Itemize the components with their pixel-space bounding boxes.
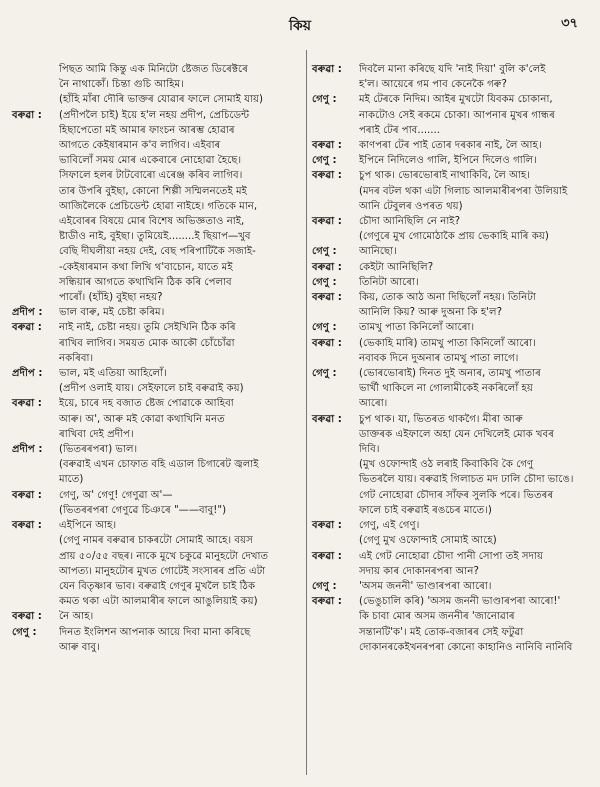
dialogue-line — [12, 62, 306, 77]
speaker-label: গেণু : — [312, 155, 337, 167]
dialogue-line — [12, 579, 306, 594]
dialogue-line — [312, 625, 592, 640]
dialogue-line — [12, 351, 306, 366]
right-column — [312, 62, 592, 655]
dialogue-line — [12, 214, 306, 229]
dialogue-text: (ভেকাহি মাৰি) তামখু পাতা কিনিলোঁ আৰো। — [359, 337, 536, 349]
speaker-label: বৰুৱা : — [12, 611, 42, 623]
dialogue-line — [312, 564, 592, 579]
dialogue-text: ভিতৰলৈ যায়। বৰুৱাই গিলাচত মদ ঢালি চৌদা ভাঙে। — [359, 474, 574, 486]
dialogue-text: দিবি। — [359, 444, 380, 456]
speaker-label: বৰুৱা : — [312, 520, 342, 532]
dialogue-text: সদায় কাৰ দোকানৰপৰা আন? — [359, 565, 479, 577]
dialogue-line — [312, 275, 592, 290]
dialogue-line — [12, 427, 306, 442]
dialogue-line — [312, 412, 592, 427]
speaker-label — [12, 351, 59, 366]
dialogue-text: (বৰুৱাই এখন চোফাত বহি এডাল চিগাৰেট জ্বলাই — [59, 459, 259, 471]
dialogue-text: নবাবক দিনে দুঅনাৰ তামখু পাতা লাগে। — [359, 352, 519, 364]
dialogue-text: গেণু, এই গেণু। — [359, 520, 420, 532]
dialogue-text: (মুখ ওফোন্দাই ওঠ লৰাই কিবাকিবি কৈ গেণু — [359, 459, 534, 471]
dialogue-text: (গেণু মুখ ওফোন্দাই সোমাই আহে) — [359, 535, 497, 547]
column-divider — [306, 50, 307, 775]
speaker-label — [312, 625, 359, 640]
dialogue-line — [312, 199, 592, 214]
speaker-label: প্ৰদীপ : — [12, 307, 43, 319]
speaker-label: গেণু : — [312, 276, 337, 288]
dialogue-text: হ'ল। আয়েৰে গম পাব কেনেকৈ গৰু? — [359, 79, 507, 91]
dialogue-line — [12, 229, 306, 244]
speaker-label: বৰুৱা : — [312, 216, 342, 228]
speaker-label — [312, 640, 359, 655]
dialogue-line — [312, 579, 592, 594]
speaker-label: বৰুৱা : — [12, 489, 42, 501]
speaker-label — [12, 290, 59, 305]
dialogue-line — [312, 336, 592, 351]
page-number: ৩৭ — [561, 16, 578, 31]
dialogue-text: দোকানৰকেইখনৰপৰা কোনো কাহানিও নানিবি নানিবি — [359, 641, 573, 653]
dialogue-text: নৈ নাথাকোঁ। চিন্তা গুচি আহিম। — [59, 79, 184, 91]
speaker-label — [12, 199, 59, 214]
dialogue-text: তাৰ উপৰি বুইছা, কোনো শিল্পী সম্মিলনতেই মই — [59, 185, 247, 197]
dialogue-text: সিফালে হলৰ টাটবোৰো এৰেঞ্জ কৰিব লাগিব। — [59, 170, 243, 182]
speaker-label: বৰুৱা : — [312, 261, 342, 273]
speaker-label: বৰুৱা : — [312, 550, 342, 562]
speaker-label — [12, 457, 59, 472]
speaker-label: বৰুৱা : — [12, 109, 42, 121]
dialogue-text: (গেণুৰে মুখ গোমোঠাকৈ প্ৰায় ভেকাহি মাৰি কয়) — [359, 231, 549, 243]
dialogue-line — [12, 320, 306, 335]
dialogue-text: নকৰিবা। — [59, 352, 94, 364]
dialogue-text: সন্তানটি'ক'। মই তোক-বজাৰৰ সেই ফটুৱা — [359, 626, 524, 638]
dialogue-text: আনি টেবুলৰ ওপৰত থয়) — [359, 200, 463, 212]
speaker-label — [312, 123, 359, 138]
dialogue-line — [12, 503, 306, 518]
speaker-label — [12, 138, 59, 153]
speaker-label — [312, 108, 359, 123]
dialogue-line — [312, 229, 592, 244]
speaker-label — [12, 153, 59, 168]
dialogue-text: আজিলৈকে প্ৰেচিডেন্ট হোৱা নাইহে। গতিকে মান, — [59, 200, 258, 212]
dialogue-line — [312, 518, 592, 533]
dialogue-text: মই টেৰকে নিদিম। আইৰ মুখটো যিবকম চোকানা, — [359, 94, 553, 106]
dialogue-line — [12, 396, 306, 411]
speaker-label — [12, 336, 59, 351]
dialogue-line — [12, 442, 306, 457]
dialogue-line — [312, 533, 592, 548]
speaker-label — [312, 533, 359, 548]
speaker-label: বৰুৱা : — [312, 64, 342, 75]
dialogue-text: ইপিনে নিদিলেও গালি, ইপিনে দিলেও গালি। — [359, 155, 537, 167]
dialogue-line — [12, 184, 306, 199]
dialogue-line — [12, 305, 306, 320]
speaker-label — [312, 199, 359, 214]
dialogue-text: ইয়ে, চাৰে দহ বজাত ষ্টেজ পোৱাকে আহিবা — [59, 398, 234, 410]
dialogue-text: কি চাবা মোৰ অসম জননীৰ 'জানোৱাৰ — [359, 611, 515, 623]
dialogue-text: আপত্য। মানুহটোৰ মুখত গোটেই সংসাৰৰ প্ৰতি এটা — [59, 565, 266, 577]
dialogue-line — [12, 457, 306, 472]
dialogue-line — [312, 138, 592, 153]
speaker-label — [312, 564, 359, 579]
dialogue-text: গেণু, অ' গেণু! গেণুৱা অ'— — [59, 489, 173, 501]
dialogue-text: (ভিতৰৰপৰা) ভাল। — [59, 444, 138, 456]
dialogue-text: ভাল, মই এতিয়া আহিলোঁ। — [59, 368, 167, 380]
dialogue-line — [312, 77, 592, 92]
dialogue-line — [312, 457, 592, 472]
dialogue-text: পিছত আমি কিন্তু এক মিনিটো ষ্টেজত ডিৰেক্টৰে — [59, 64, 248, 75]
dialogue-line — [12, 260, 306, 275]
dialogue-text: তিনিটা আৰো। — [359, 276, 419, 288]
dialogue-text: নাই নাই, চেষ্টা নহয়। তুমি সেইখিনি ঠিক কৰি — [59, 322, 236, 334]
speaker-label — [12, 260, 59, 275]
dialogue-text: 'অসম জননী' ভাণ্ডাৰপৰা আৰো। — [359, 580, 492, 592]
speaker-label — [312, 229, 359, 244]
dialogue-text: (গেণু নামৰ বৰুৱাৰ চাকৰটো সোমাই আহে। বয়স — [59, 535, 253, 547]
dialogue-text: ভাল বাৰু, মই চেষ্টা কৰিম। — [59, 307, 165, 319]
speaker-label — [12, 427, 59, 442]
speaker-label — [312, 457, 359, 472]
dialogue-text: ৰাখিব লাগিব। সময়ত মোক আকৌ চোঁচোঁৱা — [59, 337, 235, 349]
dialogue-line — [312, 92, 592, 107]
speaker-label — [12, 594, 59, 609]
dialogue-line — [12, 381, 306, 396]
dialogue-text: (প্ৰদীপ ওলাই যায়। সেইফালে চাই বৰুৱাই কয়) — [59, 383, 244, 395]
dialogue-text: কমত থকা এটা আলমাৰীৰ ফালে আঙুলিয়াই কয়) — [59, 596, 258, 608]
speaker-label — [312, 442, 359, 457]
speaker-label: গেণু : — [312, 94, 337, 106]
dialogue-line — [312, 503, 592, 518]
dialogue-line — [12, 549, 306, 564]
left-column — [12, 62, 306, 655]
speaker-label: বৰুৱা : — [312, 170, 342, 182]
dialogue-line — [312, 244, 592, 259]
dialogue-line — [312, 549, 592, 564]
dialogue-text: আগতে কেইষাৰমান ক'ব লাগিব। এইবাৰ — [59, 140, 221, 152]
speaker-label — [12, 564, 59, 579]
dialogue-line — [312, 153, 592, 168]
dialogue-text: পৰাই টেৰ পাব....... — [359, 124, 441, 136]
dialogue-text: আৰু বাবু। — [59, 641, 100, 653]
speaker-label — [312, 472, 359, 487]
dialogue-line — [312, 184, 592, 199]
dialogue-line — [12, 564, 306, 579]
dialogue-text: দিনত ইংলিশন আপনাক আয়ে দিবা মানা কৰিছে — [59, 626, 251, 638]
dialogue-text: প্ৰায় ৫০/৫৫ বছৰ। নাকে মুখে চকুৱে মানুহটো দেখাত — [59, 550, 269, 562]
dialogue-line — [12, 640, 306, 655]
dialogue-text: কিয়, তোক আঠ অনা দিছিলোঁ নহয়। তিনিটা — [359, 292, 536, 304]
dialogue-line — [312, 351, 592, 366]
speaker-label — [12, 168, 59, 183]
dialogue-text: ভাবিলোঁ সময় মোৰ একেবাৰে নোহোৱা হৈছে। — [59, 155, 242, 167]
speaker-label — [12, 229, 59, 244]
speaker-label — [312, 503, 359, 518]
speaker-label — [12, 184, 59, 199]
dialogue-line — [312, 472, 592, 487]
dialogue-line — [312, 640, 592, 655]
dialogue-line — [12, 138, 306, 153]
dialogue-text: তামখু পাতা কিনিলোঁ আৰো। — [359, 322, 475, 334]
speaker-label — [12, 244, 59, 259]
speaker-label: বৰুৱা : — [312, 292, 342, 304]
dialogue-line — [312, 609, 592, 624]
speaker-label — [12, 275, 59, 290]
dialogue-text: ৰাখিবা দেই প্ৰদীপ। — [59, 428, 134, 440]
dialogue-line — [12, 609, 306, 624]
speaker-label: বৰুৱা : — [312, 413, 342, 425]
dialogue-line — [12, 153, 306, 168]
dialogue-text: (মদৰ বটল থকা এটা গিলাচ আলমাৰীৰপৰা উলিয়াই — [359, 185, 568, 197]
dialogue-text: ফালে চাই বৰুৱাই ৰঙচেৰ মাতে।) — [359, 504, 492, 516]
speaker-label — [12, 549, 59, 564]
dialogue-text: সন্ধিয়াৰ আগতে কথাখিনি ঠিক কৰি পেলাব — [59, 276, 232, 288]
speaker-label — [12, 381, 59, 396]
speaker-label: বৰুৱা : — [12, 322, 42, 334]
dialogue-line — [312, 381, 592, 396]
dialogue-line — [12, 336, 306, 351]
dialogue-line — [12, 92, 306, 107]
dialogue-text: নৈ আহ। — [59, 611, 94, 623]
dialogue-text: নাকটোও সেই ৰকমে চোকা। আপনাৰ মুখৰ গান্ধৰ — [359, 109, 555, 121]
speaker-label: বৰুৱা : — [12, 398, 42, 410]
dialogue-line — [312, 320, 592, 335]
dialogue-text: আনিলি কিয়? আৰু দুঅনা কি হ'ল? — [359, 307, 502, 319]
dialogue-line — [312, 290, 592, 305]
speaker-label — [312, 488, 359, 503]
dialogue-line — [312, 123, 592, 138]
dialogue-line — [12, 533, 306, 548]
dialogue-line — [12, 244, 306, 259]
speaker-label — [12, 503, 59, 518]
dialogue-text: ভাৰ্খী থাকিলে না গোলামীকেই নকৰিলোঁ হয় — [359, 383, 533, 395]
page-title: কিয় — [288, 18, 312, 34]
dialogue-line — [12, 123, 306, 138]
dialogue-line — [12, 488, 306, 503]
dialogue-line — [12, 472, 306, 487]
speaker-label: গেণু : — [312, 368, 337, 380]
dialogue-text: এই গেট নোহোৱা চৌদা পানী সোপা তই সদায় — [359, 550, 543, 562]
speaker-label: গেণু : — [312, 246, 337, 258]
dialogue-line — [312, 260, 592, 275]
dialogue-line — [12, 518, 306, 533]
dialogue-line — [12, 412, 306, 427]
dialogue-line — [12, 594, 306, 609]
dialogue-line — [12, 625, 306, 640]
dialogue-line — [12, 108, 306, 123]
dialogue-text: ডাক্তৰক এইফালে অহা যেন দেখিলেই মোক খবৰ — [359, 428, 555, 440]
speaker-label: গেণু : — [312, 580, 337, 592]
speaker-label: গেণু : — [12, 626, 37, 638]
dialogue-text: (হাঁহি মাঁৰা দৌৰি ভাক্তৰ যোৱাৰ ফালে সোমাই যায়) — [59, 94, 263, 106]
speaker-label: গেণু : — [312, 322, 337, 334]
dialogue-text: চুপ থাক। যা, ভিতৰত থাকগৈ। মীৰা আৰু — [359, 413, 523, 425]
dialogue-line — [312, 594, 592, 609]
dialogue-text: -কেইষাৰমান কথা লিখি থ'বাচোন, যাতে মই — [59, 261, 233, 273]
dialogue-text: (প্ৰদীপলৈ চাই) ইয়ে হ'ল নহয় প্ৰদীপ, প্ৰেচিডেন্ট — [59, 109, 250, 121]
dialogue-text: গেট নোহোৱা চৌদাৰ সাঁফৰ সুলকি পৰে। ভিতৰৰ — [359, 489, 554, 501]
dialogue-line — [12, 168, 306, 183]
speaker-label — [12, 472, 59, 487]
speaker-label — [12, 579, 59, 594]
dialogue-text: আৰো। — [359, 398, 388, 410]
speaker-label — [12, 123, 59, 138]
speaker-label — [312, 609, 359, 624]
speaker-label — [312, 305, 359, 320]
dialogue-text: পাৰোঁ। (হাঁহি) বুইছা নহয়? — [59, 292, 163, 304]
dialogue-line — [312, 168, 592, 183]
dialogue-text: যেন বিতৃষ্ণাৰ ভাব। বৰুৱাই গেণুৰ মুখলৈ চাই ঠিক — [59, 580, 256, 592]
speaker-label: বৰুৱা : — [312, 337, 342, 349]
dialogue-line — [312, 442, 592, 457]
speaker-label — [312, 427, 359, 442]
dialogue-line — [312, 305, 592, 320]
dialogue-text: হিছাপেতো মই আমাৰ ফাংচন আৰম্ভ হোৱাৰ — [59, 124, 235, 136]
speaker-label — [12, 77, 59, 92]
speaker-label: প্ৰদীপ : — [12, 368, 43, 380]
speaker-label — [12, 533, 59, 548]
dialogue-text: কাণপৰা টেৰ পাই তোৰ দৰকাৰ নাই, লৈ আহ। — [359, 140, 542, 152]
dialogue-text: এইপিনে আহ। — [59, 520, 117, 532]
dialogue-line — [12, 275, 306, 290]
dialogue-text: (ভেঙুচালি কৰি) 'অসম জননী ভাণ্ডাৰপৰা আৰো!' — [359, 596, 561, 608]
speaker-label: বৰুৱা : — [12, 520, 42, 532]
dialogue-line — [312, 488, 592, 503]
speaker-label: বৰুৱা : — [312, 596, 342, 608]
speaker-label — [312, 77, 359, 92]
dialogue-text: আনিছো। — [359, 246, 397, 258]
speaker-label — [12, 214, 59, 229]
dialogue-line — [312, 427, 592, 442]
dialogue-text: এইবোৰৰ বিষয়ে মোৰ বিশেষ অভিজ্ঞতাও নাই, — [59, 216, 245, 228]
dialogue-line — [312, 62, 592, 77]
dialogue-text: বেছি দীঘলীয়া নহয় দেই, বেছ পৰিপাটিকৈ সজাই- — [59, 246, 256, 258]
dialogue-text: (ভোৰভোৰাই) দিনত দুই অনাৰ, তামখু পাতাৰ — [359, 368, 541, 380]
dialogue-line — [12, 199, 306, 214]
dialogue-line — [12, 366, 306, 381]
speaker-label — [312, 396, 359, 411]
dialogue-text: মাতে) — [59, 474, 84, 486]
dialogue-text: চুপ থাক। ভোৰভোৰাই নাথাকিবি, লৈ আহ। — [359, 170, 531, 182]
dialogue-line — [312, 214, 592, 229]
speaker-label — [12, 92, 59, 107]
dialogue-text: (ভিতৰৰপৰা গেণুৱে চিঞৰে "——বাবু!") — [59, 504, 227, 516]
dialogue-line — [12, 77, 306, 92]
dialogue-text: আৰু। অ', আৰু মই কোৱা কথাখিনি মনত — [59, 413, 225, 425]
speaker-label — [12, 640, 59, 655]
speaker-label — [12, 412, 59, 427]
dialogue-line — [312, 108, 592, 123]
dialogue-text: কেইটা আনিছিলি? — [359, 261, 434, 273]
dialogue-line — [312, 396, 592, 411]
speaker-label — [12, 62, 59, 77]
dialogue-line — [312, 366, 592, 381]
dialogue-text: ষ্টাডীও নাই, বুইছা। তুমিয়েই........ই ছিয়াপ—খুব — [59, 231, 251, 243]
speaker-label — [312, 184, 359, 199]
speaker-label: প্ৰদীপ : — [12, 444, 43, 456]
dialogue-text: দিবলৈ মানা কৰিছে যদি 'নাই দিয়া' বুলি ক'লেই — [359, 64, 546, 75]
speaker-label — [312, 351, 359, 366]
dialogue-text: চৌদা আনিছিলি নে নাই? — [359, 216, 460, 228]
speaker-label: বৰুৱা : — [312, 140, 342, 152]
speaker-label — [312, 381, 359, 396]
dialogue-line — [12, 290, 306, 305]
